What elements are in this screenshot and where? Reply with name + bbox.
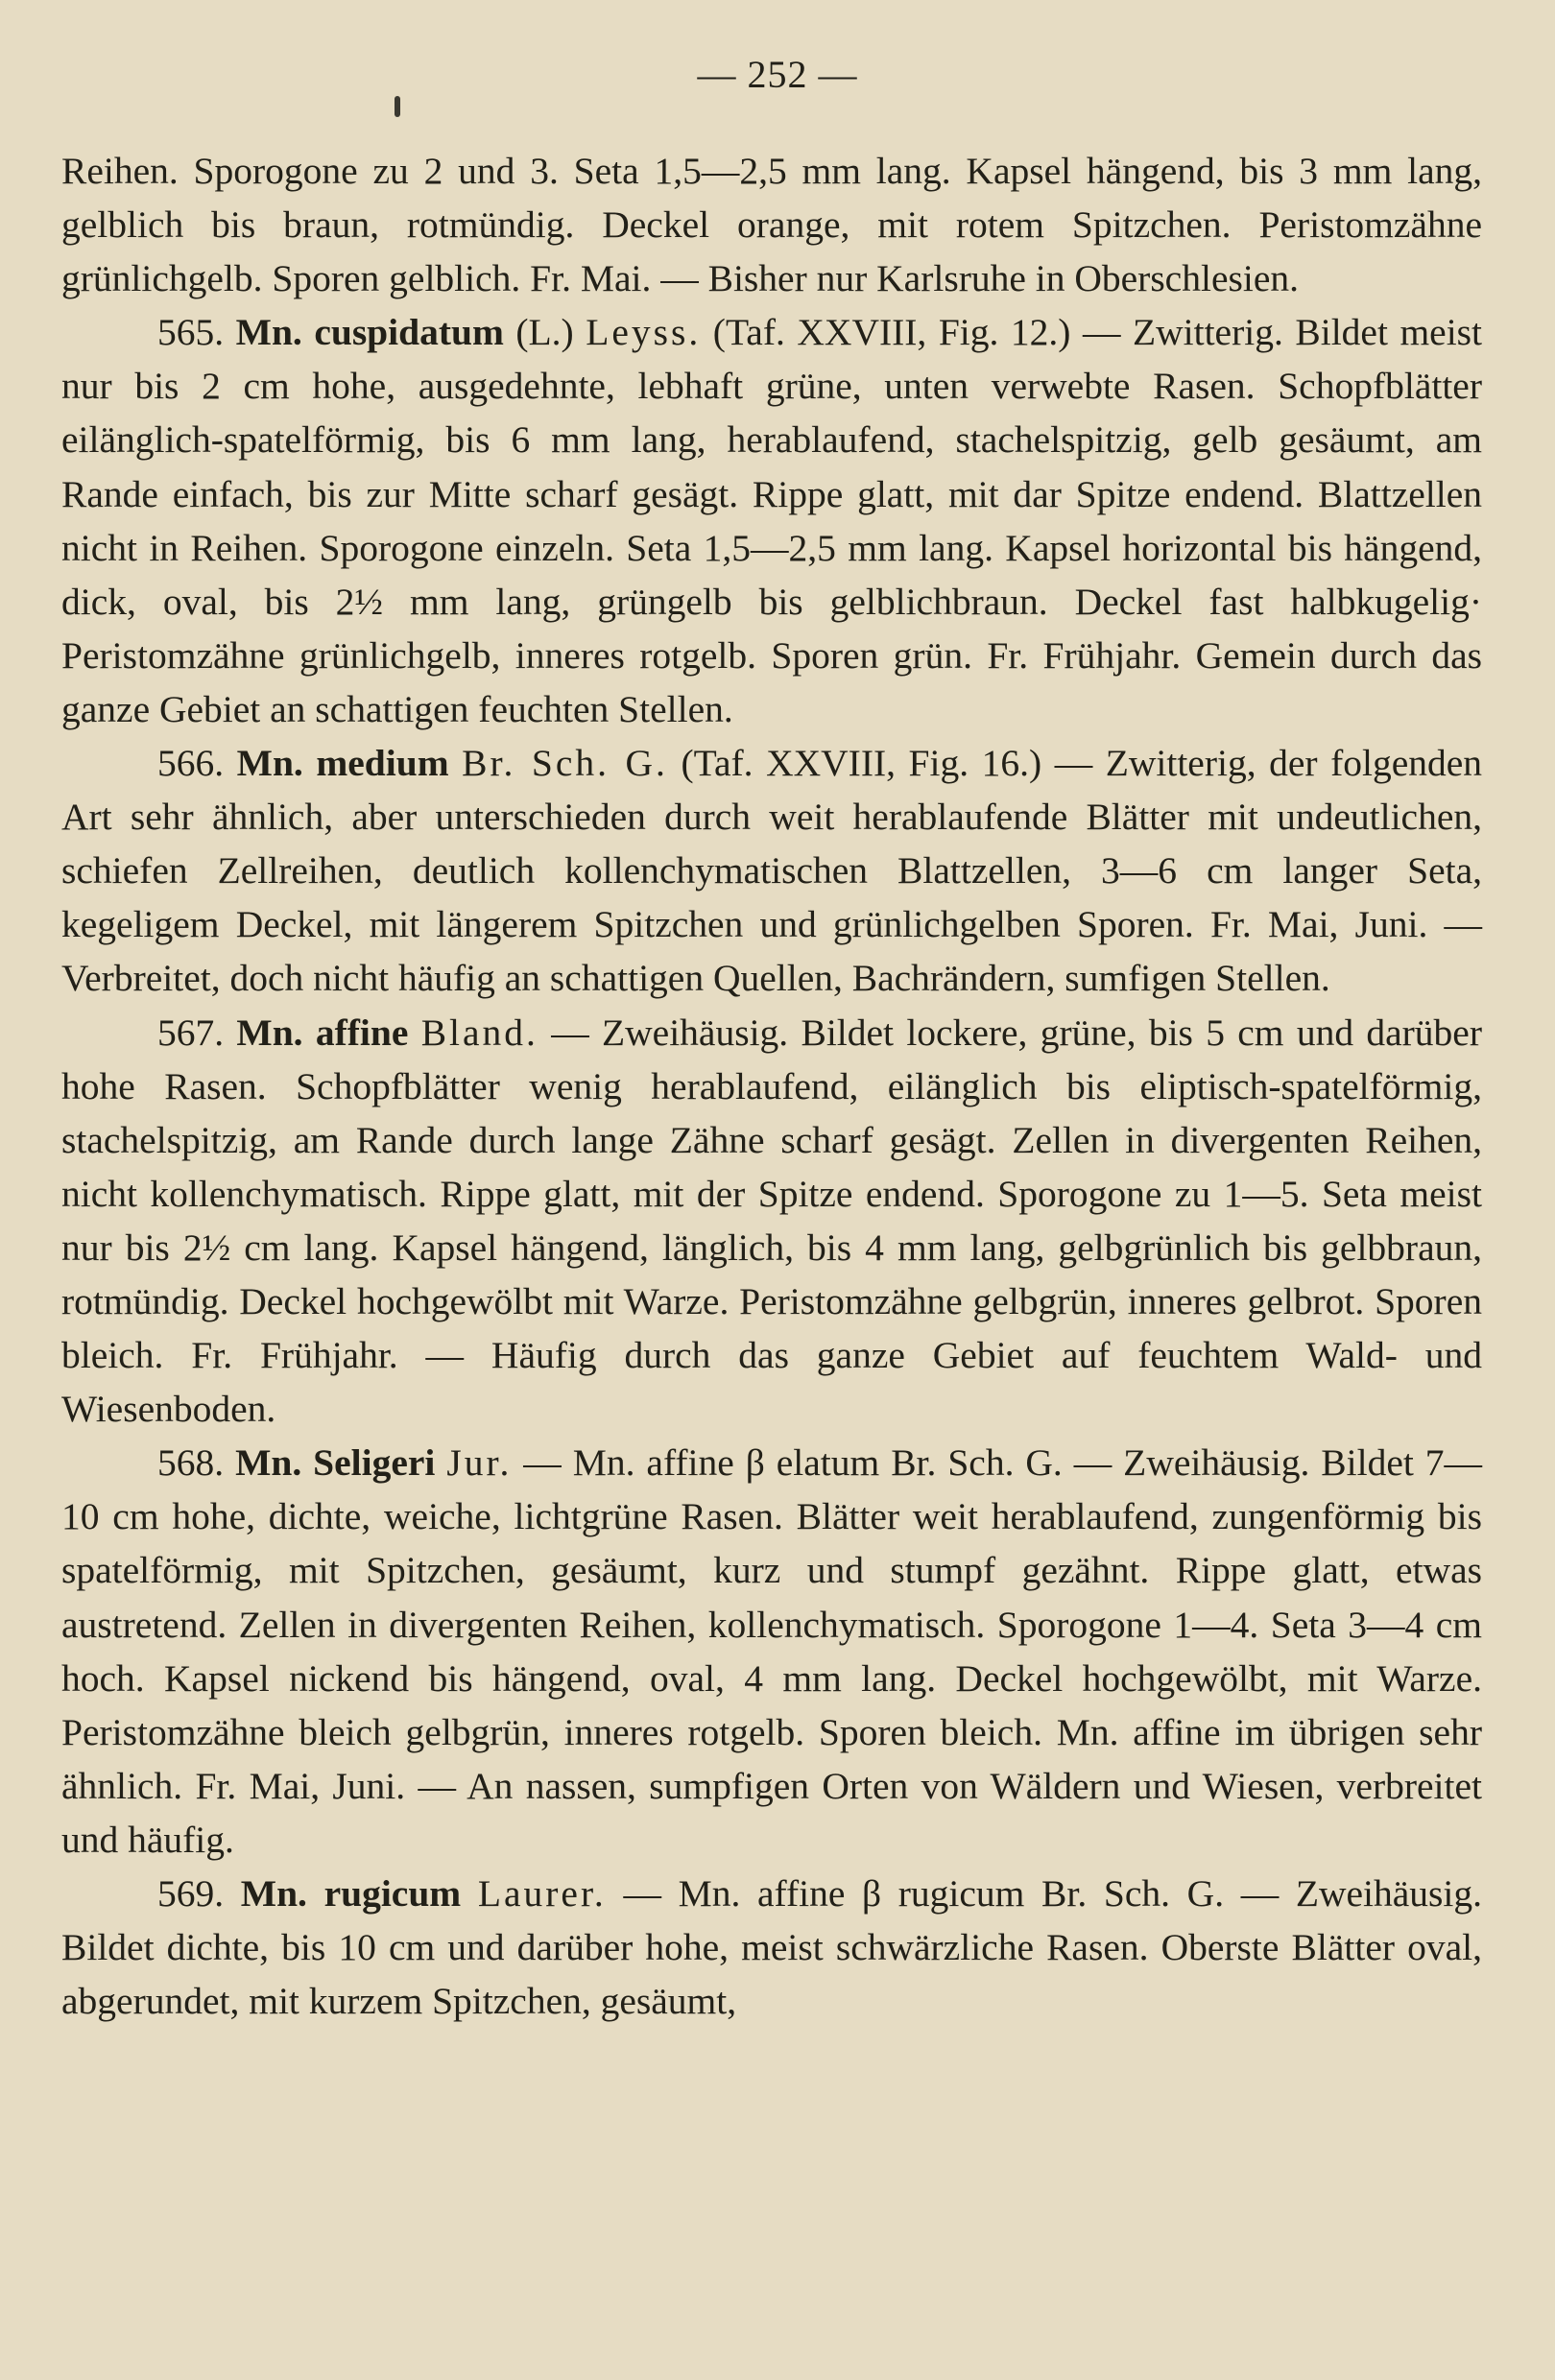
text-run: — Zweihäusig. Bildet lockere, grüne, bis 5 cm und darüber hohe Rasen. Schopfblätter wenig herablaufend, eilänglich bis eliptisch-spatelförmig, stachelspitzig, am Rande durch lange Zähne scharf gesägt. Zellen in divergenten Reihen, nicht kollenchymatisch. Rippe glatt, mit der Spitze endend. Sporogone zu 1—5. Seta meist nur bis 2½ cm lang. Kapsel hängend, länglich, bis 4 mm lang, gelbgrünlich bis gelbbraun, rotmündig. Deckel hochgewölbt mit Warze. Peristomzähne gelbgrün, inneres gelbrot. Sporen bleich. Fr. Frühjahr. — Häufig durch das ganze Gebiet auf feuchtem Wald- und Wiesenboden.	[61, 1011, 1482, 1431]
species-text: Seligeri	[313, 1441, 436, 1485]
auth-text: Jur.	[446, 1441, 513, 1485]
genus-text: Mn.	[235, 1441, 314, 1485]
text-run	[435, 1441, 446, 1484]
paragraph-p567	[61, 1006, 1482, 1437]
text-run: 567.	[157, 1011, 237, 1054]
genus-text: Mn.	[236, 742, 317, 785]
paragraph-p569	[61, 1867, 1482, 2028]
text-run: — Mn. affine β rugicum Br. Sch. G. — Zweihäusig. Bildet dichte, bis 10 cm und darüber hohe, meist schwärzliche Rasen. Oberste Blätter oval, abgerundet, mit kurzem Spitzchen, gesäumt,	[61, 1872, 1483, 2023]
auth-text: Bland.	[420, 1011, 538, 1054]
genus-text: Mn.	[235, 311, 315, 354]
text-run: (L.)	[503, 311, 586, 354]
paragraph-p0	[61, 144, 1482, 305]
species-text: affine	[315, 1011, 409, 1054]
ink-speck	[395, 96, 400, 117]
genus-text: Mn.	[240, 1872, 324, 1915]
auth-text: Laurer.	[477, 1872, 607, 1915]
text-run: 565.	[157, 311, 236, 354]
species-text: rugicum	[323, 1872, 462, 1915]
text-run: (Taf. XXVIII, Fig. 12.) — Zwitterig. Bildet meist nur bis 2 cm hohe, ausgedehnte, lebhaft grüne, unten verwebte Rasen. Schopfblätter eilänglich-spatelförmig, bis 6 mm lang, herablaufend, stachelspitzig, gelb gesäumt, am Rande einfach, bis zur Mitte scharf gesägt. Rippe glatt, mit dar Spitze endend. Blattzellen nicht in Reihen. Sporogone einzeln. Seta 1,5—2,5 mm lang. Kapsel horizontal bis hängend, dick, oval, bis 2½ mm lang, grüngelb bis gelblichbraun. Deckel fast halbkugelig· Peristomzähne grünlichgelb, inneres rotgelb. Sporen grün. Fr. Frühjahr. Gemein durch das ganze Gebiet an schattigen feuchten Stellen.	[61, 311, 1483, 730]
species-text: cuspidatum	[314, 311, 504, 354]
text-run: — Mn. affine β elatum Br. Sch. G. — Zweihäusig. Bildet 7—10 cm hohe, dichte, weiche, lichtgrüne Rasen. Blätter weit herablaufend, zungenförmig bis spatelförmig, mit Spitzchen, gesäumt, kurz und stumpf gezähnt. Rippe glatt, etwas austretend. Zellen in divergenten Reihen, kollenchymatisch. Sporogone 1—4. Seta 3—4 cm hoch. Kapsel nickend bis hängend, oval, 4 mm lang. Deckel hochgewölbt, mit Warze. Peristomzähne bleich gelbgrün, inneres rotgelb. Sporen bleich. Mn. affine im übrigen sehr ähnlich. Fr. Mai, Juni. — An nassen, sumpfigen Orten von Wäldern und Wiesen, verbreitet und häufig.	[61, 1441, 1483, 1861]
text-run: 566.	[157, 742, 237, 785]
body-text	[61, 144, 1482, 2028]
auth-text: Br. Sch. G.	[462, 742, 668, 785]
text-run: (Taf. XXVIII, Fig. 16.) — Zwitterig, der folgenden Art sehr ähnlich, aber unterschieden durch weit herablaufende Blätter mit undeutlichen, schiefen Zellreihen, deutlich kollenchymatischen Blattzellen, 3—6 cm langer Seta, kegeligem Deckel, mit längerem Spitzchen und grünlichgelben Sporen. Fr. Mai, Juni. — Verbreitet, doch nicht häufig an schattigen Quellen, Bachrändern, sumfigen Stellen.	[61, 742, 1483, 1000]
text-run: Reihen. Sporogone zu 2 und 3. Seta 1,5—2,5 mm lang. Kapsel hängend, bis 3 mm lang, gelblich bis braun, rotmündig. Deckel orange, mit rotem Spitzchen. Peristomzähne grünlichgelb. Sporen gelblich. Fr. Mai. — Bisher nur Karlsruhe in Oberschlesien.	[61, 150, 1482, 300]
page-number: — 252 —	[697, 53, 858, 96]
text-run	[461, 1872, 478, 1915]
text-run: 568.	[157, 1441, 236, 1485]
text-run	[408, 1012, 420, 1054]
text-run: 569.	[157, 1872, 241, 1915]
paragraph-p566	[61, 736, 1482, 1005]
genus-text: Mn.	[236, 1011, 316, 1054]
paragraph-p565	[61, 305, 1482, 736]
paragraph-p568	[61, 1436, 1482, 1867]
species-text: medium	[316, 742, 449, 785]
auth-text: Leyss.	[586, 311, 702, 354]
text-run	[449, 742, 463, 784]
